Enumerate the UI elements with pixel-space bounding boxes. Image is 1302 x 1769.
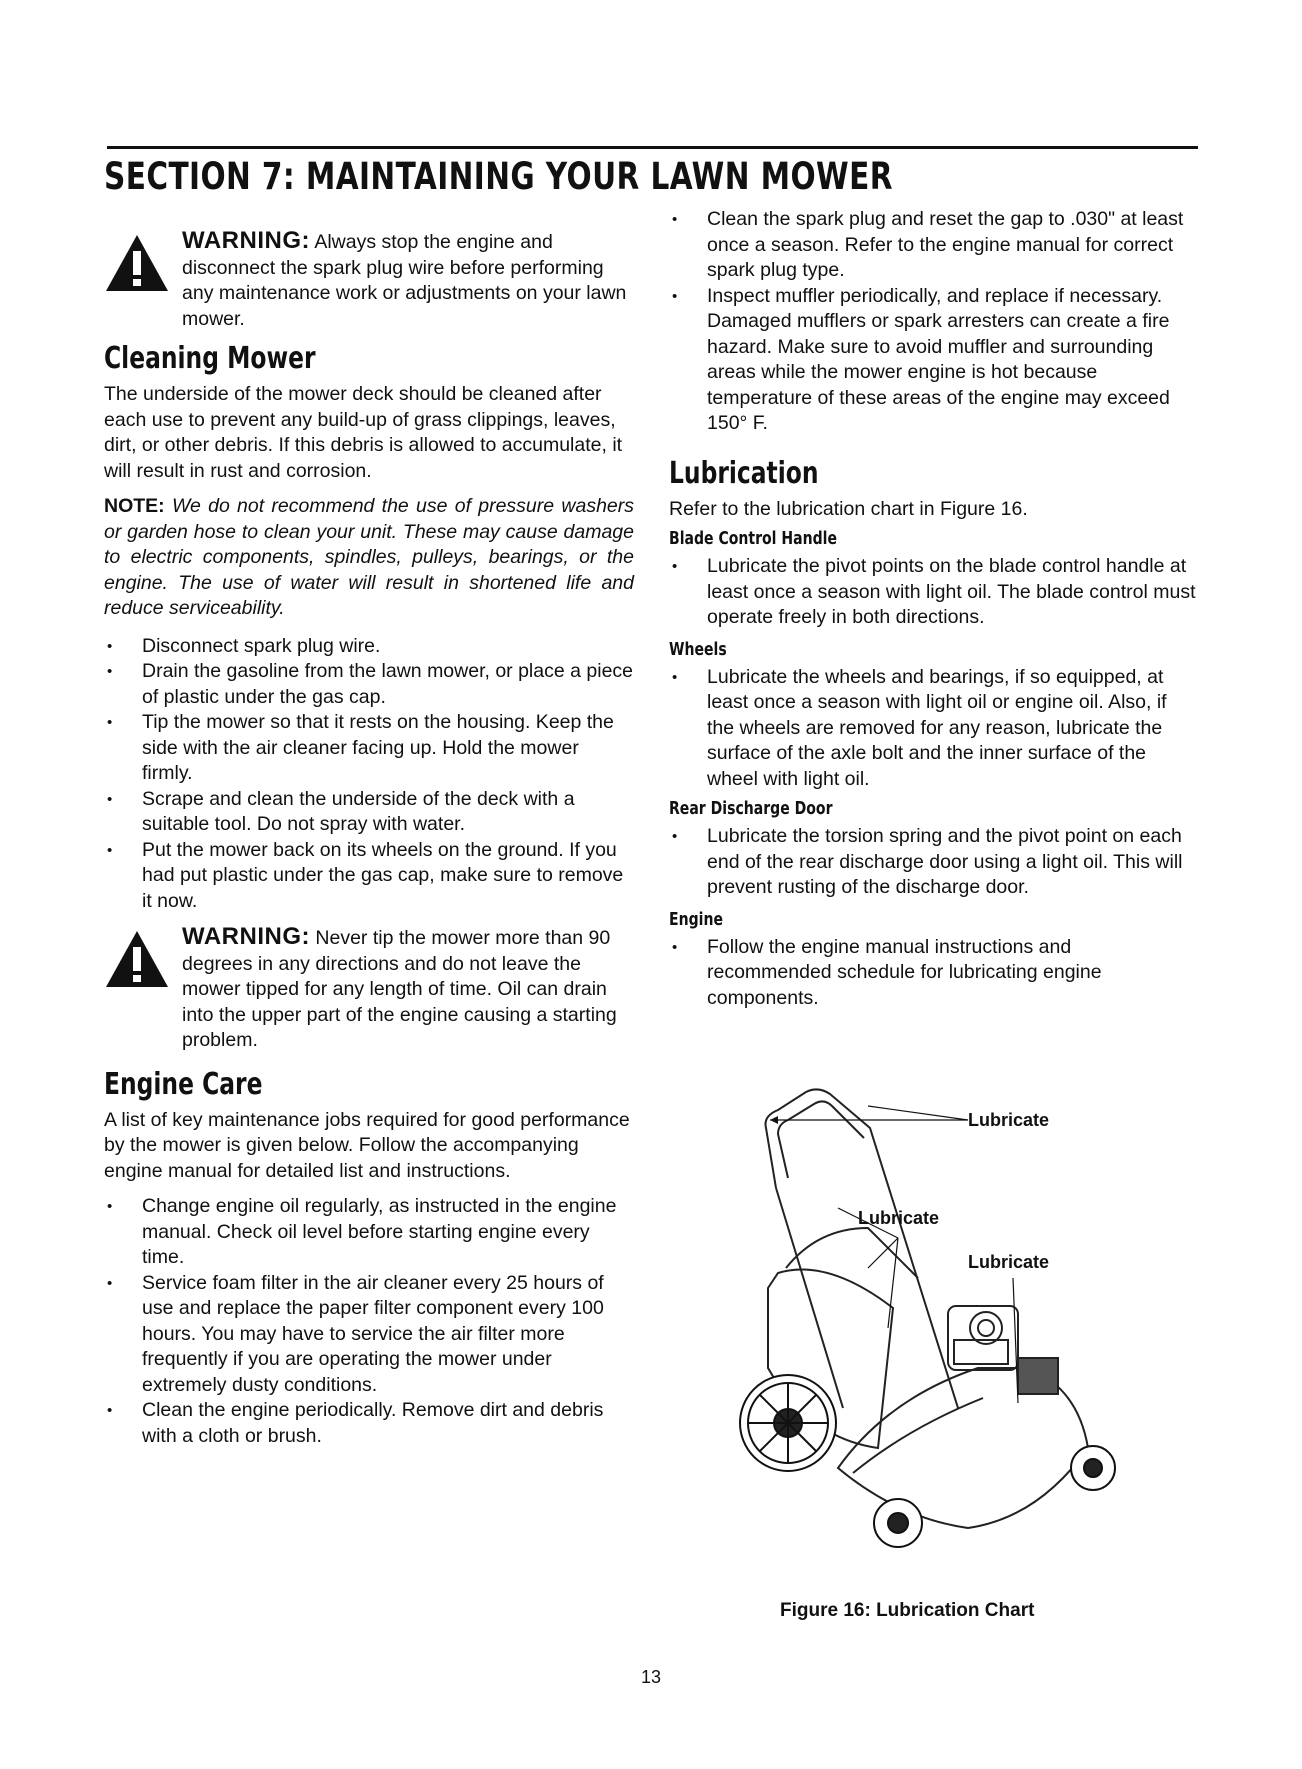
lubricate-label: Lubricate (968, 1252, 1050, 1272)
list-item: • Put the mower back on its wheels on the ground. If you had put plastic under the gas cap, make sure to remove it now. (104, 838, 634, 915)
note-label: NOTE: (104, 495, 165, 517)
blade-control-list (669, 554, 1199, 631)
list-item: • Tip the mower so that it rests on the housing. Keep the side with the air cleaner facing up. Hold the mower firmly. (104, 710, 634, 787)
warning-triangle-icon (104, 929, 170, 989)
list-item: • Lubricate the torsion spring and the pivot point on each end of the rear discharge door using a light oil. This will prevent rusting of the discharge door. (669, 824, 1199, 901)
list-item: • Lubricate the pivot points on the blade control handle at least once a season with light oil. The blade control must operate freely in both directions. (669, 554, 1199, 631)
section-title: SECTION 7: MAINTAINING YOUR LAWN MOWER (104, 155, 893, 198)
note-text: We do not recommend the use of pressure washers or garden hose to clean your unit. These may cause damage to electric components, spindles, pulleys, bearings, or the engine. The use of water will result in shortened life and reduce serviceability. (104, 495, 634, 619)
cleaning-steps (104, 634, 634, 915)
warning-label: WARNING: (182, 923, 310, 950)
warning-block-1 (104, 228, 634, 338)
rear-door-heading: Rear Discharge Door (669, 798, 833, 819)
page-number: 13 (641, 1667, 662, 1687)
cleaning-body: The underside of the mower deck should be cleaned after each use to prevent any build-up of grass clippings, leaves, dirt, or other debris. If this debris is allowed to accumulate, it will result in rust and corrosion. (104, 383, 623, 482)
wheels-list (669, 665, 1199, 793)
list-item: • Scrape and clean the underside of the deck with a suitable tool. Do not spray with water. (104, 787, 634, 838)
figure-caption: Figure 16: Lubrication Chart (780, 1600, 1035, 1621)
list-item: • Drain the gasoline from the lawn mower, or place a piece of plastic under the gas cap. (104, 659, 634, 710)
lawn-mower-diagram (718, 1068, 1178, 1548)
lubrication-intro: Refer to the lubrication chart in Figure 16. (669, 497, 1028, 520)
list-item: • Clean the engine periodically. Remove dirt and debris with a cloth or brush. (104, 1398, 634, 1449)
lubrication-heading: Lubrication (669, 455, 819, 491)
cleaning-heading: Cleaning Mower (104, 341, 316, 376)
right-column (669, 207, 1199, 1011)
list-item: • Lubricate the wheels and bearings, if so equipped, at least once a season with light oil or engine oil. Also, if the wheels are removed for any reason, lubricate the surface of the axle bolt and the inner surface of the wheel with light oil. (669, 665, 1199, 793)
engine-care-list (104, 1194, 634, 1449)
blade-control-heading: Blade Control Handle (669, 528, 837, 549)
cleaning-note (104, 494, 634, 622)
lubricate-label: Lubricate (858, 1208, 940, 1228)
engine-care-list-continued (669, 207, 1199, 437)
engine-heading: Engine (669, 908, 723, 930)
engine-list (669, 935, 1199, 1012)
left-column (104, 228, 634, 1449)
rear-door-list (669, 824, 1199, 901)
engine-care-heading: Engine Care (104, 1066, 263, 1102)
list-item: • Clean the spark plug and reset the gap to .030" at least once a season. Refer to the engine manual for correct spark plug type. (669, 207, 1199, 284)
list-item: • Disconnect spark plug wire. (104, 634, 634, 660)
header-rule (107, 146, 1198, 149)
warning-text: Never tip the mower more than 90 degrees in any directions and do not leave the mower tipped for any length of time. Oil can drain into the upper part of the engine causing a starting problem. (182, 927, 617, 1051)
warning-label: WARNING: (182, 227, 310, 254)
warning-block-2 (104, 924, 634, 1054)
list-item: • Service foam filter in the air cleaner every 25 hours of use and replace the paper filter component every 100 hours. You may have to service the air filter more frequently if you are operating the mower under extremely dusty conditions. (104, 1271, 634, 1399)
warning-triangle-icon (104, 233, 170, 293)
warning-text: Always stop the engine and disconnect the spark plug wire before performing any maintenance work or adjustments on your lawn mower. (182, 231, 627, 330)
wheels-heading: Wheels (669, 638, 727, 660)
list-item: • Inspect muffler periodically, and replace if necessary. Damaged mufflers or spark arresters can create a fire hazard. Make sure to avoid muffler and surrounding areas while the mower engine is hot because temperature of these areas of the engine may exceed 150° F. (669, 284, 1199, 437)
list-item: • Follow the engine manual instructions and recommended schedule for lubricating engine components. (669, 935, 1199, 1012)
list-item: • Change engine oil regularly, as instructed in the engine manual. Check oil level before starting engine every time. (104, 1194, 634, 1271)
engine-care-body: A list of key maintenance jobs required for good performance by the mower is given below. Follow the accompanying engine manual for detailed list and instructions. (104, 1108, 630, 1182)
lubricate-label: Lubricate (968, 1110, 1050, 1130)
